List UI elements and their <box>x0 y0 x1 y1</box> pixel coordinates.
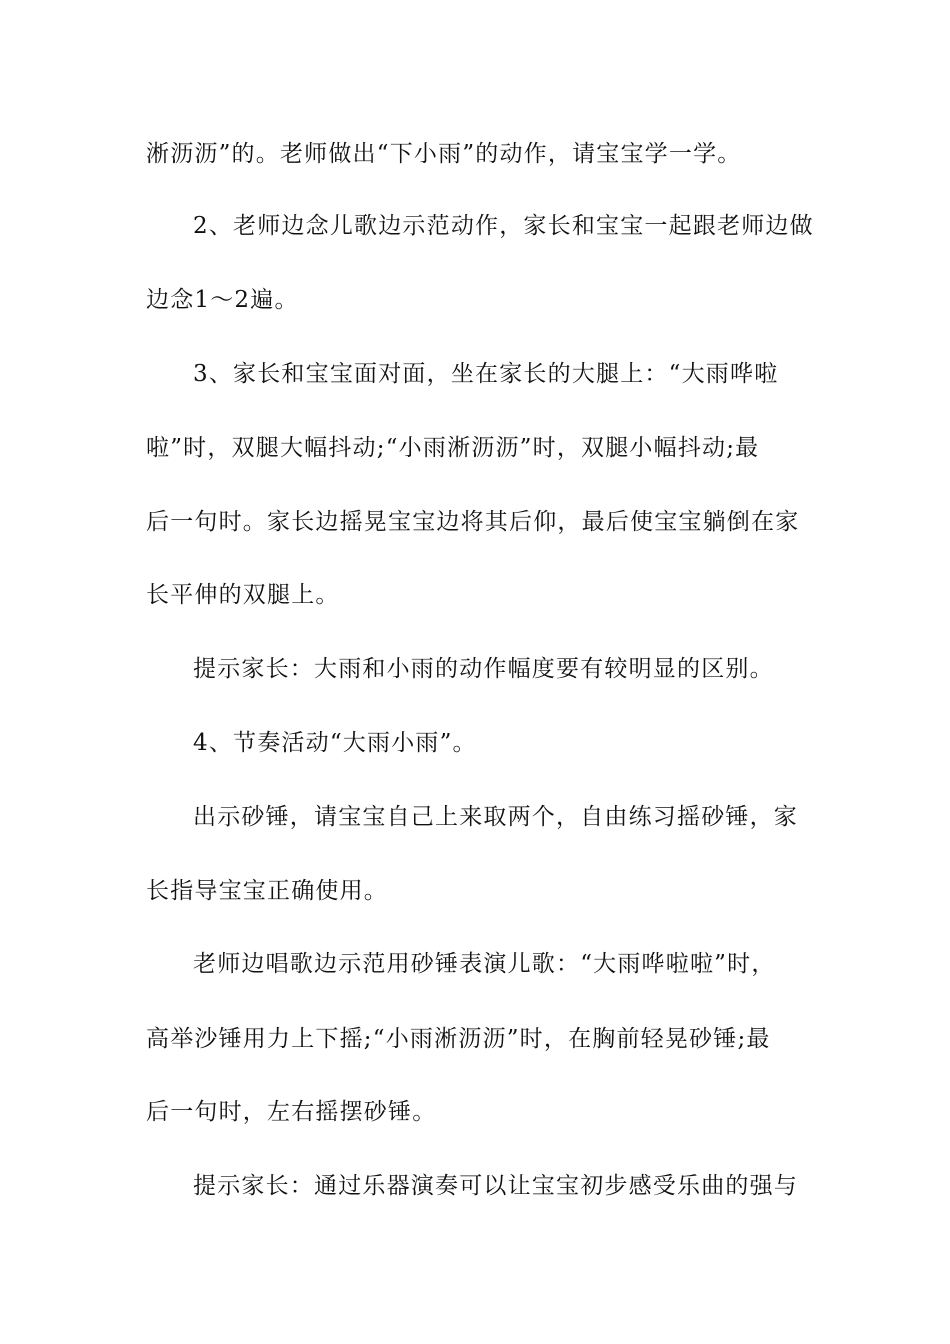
text-line: 提示家长：通过乐器演奏可以让宝宝初步感受乐曲的强与 <box>193 1173 798 1199</box>
text-line: 2、老师边念儿歌边示范动作，家长和宝宝一起跟老师边做 <box>193 213 814 239</box>
text-line: 长指导宝宝正确使用。 <box>146 878 388 904</box>
text-line: 4、节奏活动“大雨小雨”。 <box>193 730 477 756</box>
text-line: 边念1～2遍。 <box>146 287 299 313</box>
text-line: 后一句时。家长边摇晃宝宝边将其后仰，最后使宝宝躺倒在家 <box>146 509 800 535</box>
text-line: 老师边唱歌边示范用砂锤表演儿歌：“大雨哗啦啦”时， <box>193 951 776 977</box>
text-line: 淅沥沥”的。老师做出“下小雨”的动作，请宝宝学一学。 <box>146 141 742 167</box>
text-line: 出示砂锤，请宝宝自己上来取两个，自由练习摇砂锤，家 <box>193 804 798 830</box>
text-line: 3、家长和宝宝面对面，坐在家长的大腿上：“大雨哗啦 <box>193 361 779 387</box>
text-line: 啦”时，双腿大幅抖动;“小雨淅沥沥”时，双腿小幅抖动;最 <box>146 435 760 461</box>
text-line: 提示家长：大雨和小雨的动作幅度要有较明显的区别。 <box>193 656 774 682</box>
text-line: 后一句时，左右摇摆砂锤。 <box>146 1099 437 1125</box>
text-line: 高举沙锤用力上下摇;“小雨淅沥沥”时，在胸前轻晃砂锤;最 <box>146 1026 771 1052</box>
text-line: 长平伸的双腿上。 <box>146 582 340 608</box>
